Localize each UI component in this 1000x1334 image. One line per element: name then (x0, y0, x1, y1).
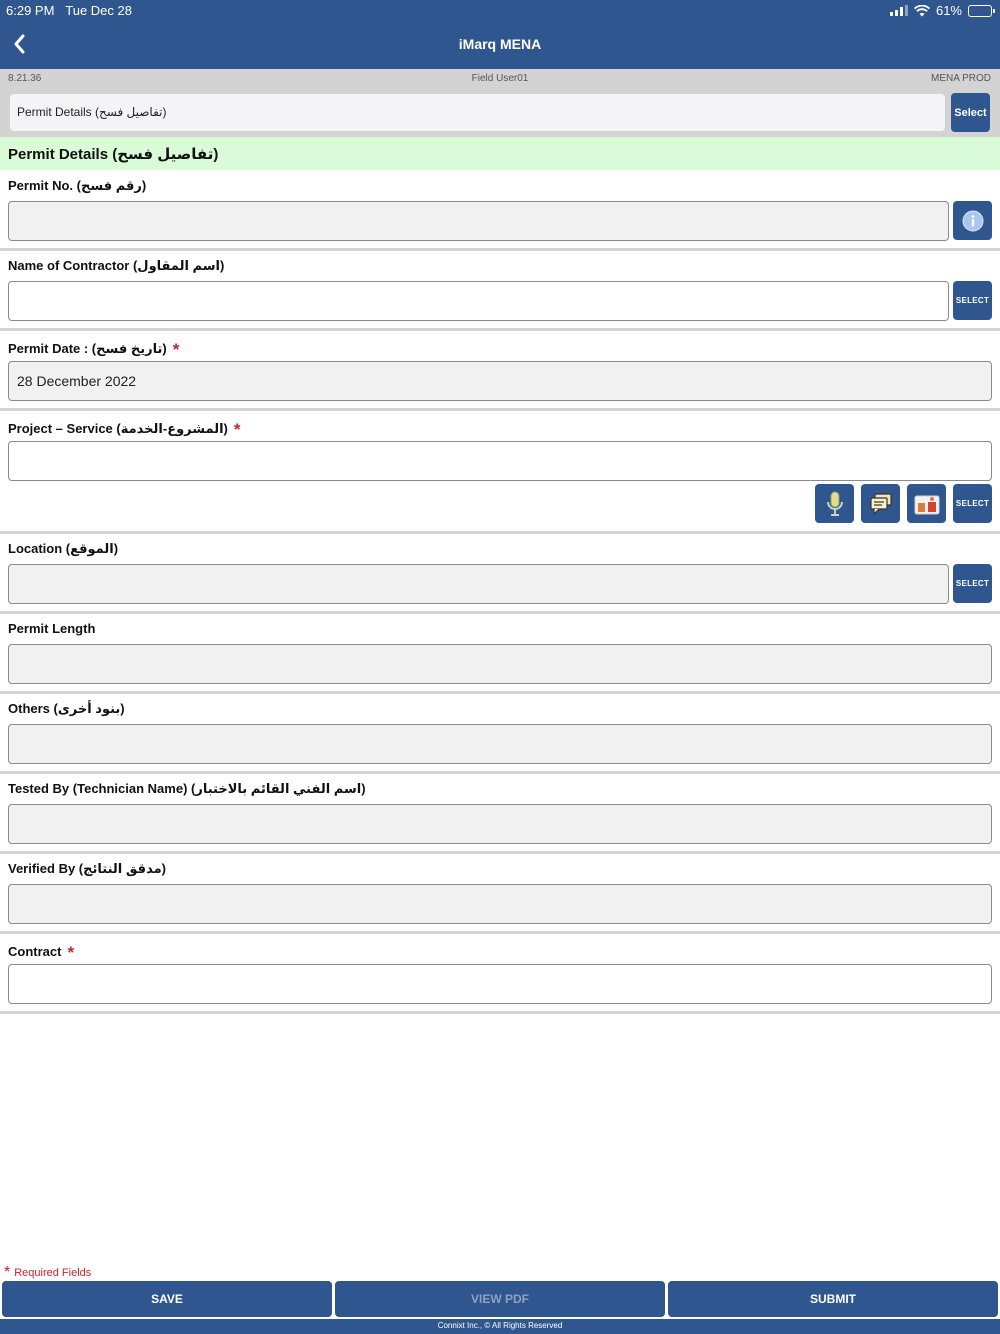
permit-date-label: Permit Date : (تاريخ فسح) * (8, 340, 180, 359)
location-label: Location (الموقع) (8, 541, 119, 556)
project-service-input[interactable] (8, 441, 992, 481)
submit-button[interactable]: SUBMIT (668, 1281, 998, 1317)
contract-label: Contract * (8, 943, 75, 962)
section-heading: Permit Details (تفاصيل فسح) (0, 137, 1000, 170)
permit-length-label: Permit Length (8, 621, 96, 636)
contractor-select-button[interactable]: SELECT (953, 281, 992, 320)
info-strip (0, 69, 1000, 88)
divider (0, 611, 1000, 614)
required-star-icon: * (67, 943, 75, 962)
location-select-button[interactable]: SELECT (953, 564, 992, 603)
save-button[interactable]: SAVE (2, 1281, 332, 1317)
cellular-signal-icon (890, 5, 908, 16)
microphone-icon (825, 491, 845, 517)
section-selector-bar (0, 88, 1000, 137)
divider (0, 1011, 1000, 1014)
divider (0, 408, 1000, 411)
permit-info-button[interactable] (953, 201, 992, 240)
status-time: 6:29 PM Tue Dec 28 (6, 3, 132, 18)
permit-length-input[interactable] (8, 644, 992, 684)
divider (0, 248, 1000, 251)
divider (0, 691, 1000, 694)
divider (0, 328, 1000, 331)
permit-date-input[interactable]: 28 December 2022 (8, 361, 992, 401)
comments-icon (869, 493, 893, 515)
tested-by-input[interactable] (8, 804, 992, 844)
app-version: 8.21.36 (8, 73, 42, 84)
contractor-label: Name of Contractor (اسم المقاول) (8, 258, 225, 273)
verified-by-input[interactable] (8, 884, 992, 924)
battery-percent: 61% (935, 3, 962, 18)
tested-by-label: Tested By (Technician Name) (اسم الفني القائم بالاختبار) (8, 781, 366, 796)
required-fields-note: * Required Fields (4, 1264, 92, 1281)
divider (0, 771, 1000, 774)
required-star-icon: * (4, 1264, 11, 1281)
others-label: Others (بنود أخرى) (8, 701, 125, 716)
status-indicators (890, 3, 992, 18)
camera-button[interactable] (907, 484, 946, 523)
view-pdf-button[interactable]: VIEW PDF (335, 1281, 665, 1317)
info-icon (962, 210, 984, 232)
project-service-label: Project – Service (المشروع-الخدمة) * (8, 420, 241, 439)
section-selector-field[interactable]: Permit Details (تفاصيل فسح) (10, 94, 945, 131)
permit-no-label: Permit No. (رقم فسح) (8, 178, 147, 193)
permit-no-input[interactable] (8, 201, 949, 241)
project-service-select-button[interactable]: SELECT (953, 484, 992, 523)
divider (0, 931, 1000, 934)
copyright-footer: Connixt Inc., © All Rights Reserved (0, 1319, 1000, 1334)
current-user: Field User01 (471, 73, 529, 84)
environment-label: MENA PROD (930, 73, 991, 84)
photo-icon (914, 493, 940, 515)
app-header (0, 0, 1000, 69)
divider (0, 531, 1000, 534)
app-title: iMarq MENA (458, 36, 542, 52)
others-input[interactable] (8, 724, 992, 764)
section-select-button[interactable]: Select (951, 93, 990, 132)
required-star-icon: * (233, 420, 241, 439)
wifi-icon (914, 5, 930, 17)
divider (0, 851, 1000, 854)
verified-by-label: Verified By (مدقق النتائج) (8, 861, 166, 876)
voice-input-button[interactable] (815, 484, 854, 523)
contract-input[interactable] (8, 964, 992, 1004)
contractor-input[interactable] (8, 281, 949, 321)
required-star-icon: * (172, 340, 180, 359)
location-input[interactable] (8, 564, 949, 604)
battery-icon (968, 5, 992, 17)
comments-button[interactable] (861, 484, 900, 523)
